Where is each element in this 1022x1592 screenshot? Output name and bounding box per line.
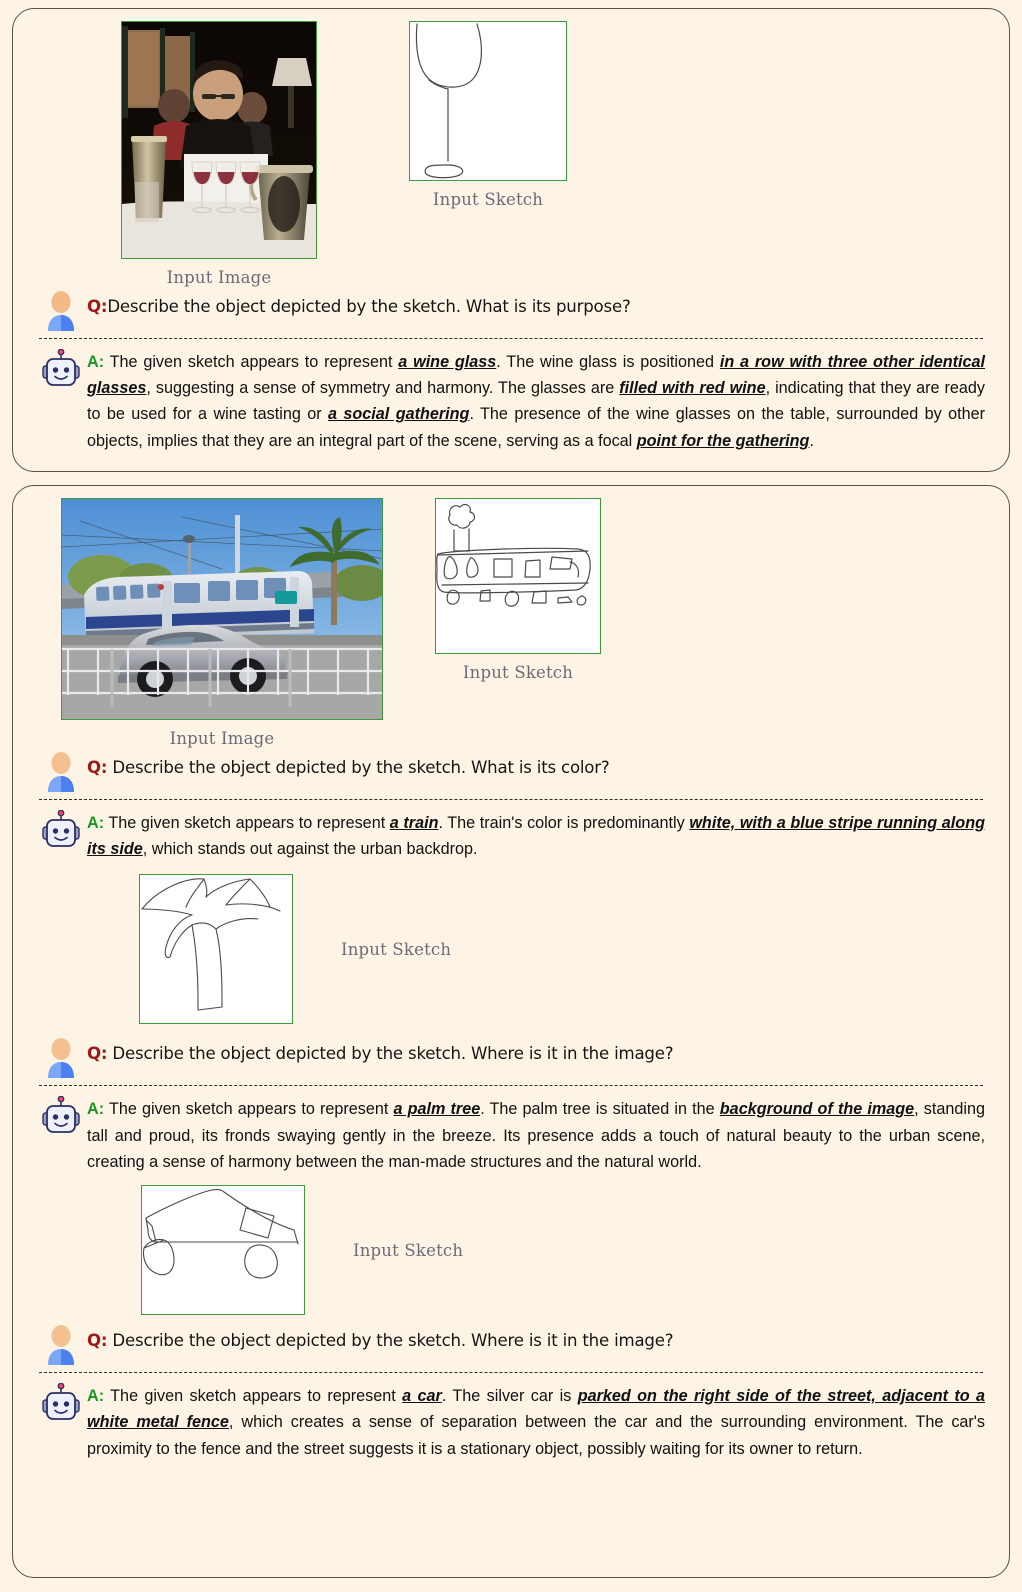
question-row-car bbox=[35, 1323, 987, 1365]
qa-block bbox=[35, 289, 987, 454]
user-avatar-icon bbox=[44, 1325, 78, 1365]
answer-text-train bbox=[87, 808, 987, 862]
user-avatar-icon bbox=[44, 752, 78, 792]
bot-avatar-wrap-palm bbox=[35, 1094, 87, 1136]
answer-text-palm bbox=[87, 1094, 987, 1175]
qa-block-train bbox=[35, 750, 987, 862]
wine-glass-sketch bbox=[410, 22, 567, 181]
a-marker: A: bbox=[87, 1100, 105, 1119]
train-sketch bbox=[436, 499, 601, 654]
user-avatar-icon bbox=[44, 1038, 78, 1078]
question-body: Describe the object depicted by the sketch. Where is it in the image? bbox=[112, 1331, 674, 1351]
input-sketch-frame bbox=[409, 21, 567, 181]
q-marker: Q: bbox=[87, 1044, 108, 1064]
media-row-train bbox=[35, 498, 987, 748]
input-sketch-caption-train: Input Sketch bbox=[462, 663, 574, 682]
question-text-train bbox=[87, 750, 987, 781]
input-image-frame-train bbox=[61, 498, 383, 720]
media-row-palm bbox=[35, 874, 987, 1024]
question-row-palm bbox=[35, 1036, 987, 1078]
input-image-caption: Input Image bbox=[166, 268, 272, 287]
input-sketch-frame-train bbox=[435, 498, 601, 654]
answer-row-palm bbox=[35, 1094, 987, 1175]
answer-body: The given sketch appears to represent a palm tree. The palm tree is situated in the background of the image, standing tall and proud, its fronds swaying gently in the breeze. Its presence adds a touch of natural beauty to the urban scene, creating a sense of harmony between the man-made structures and the natural world. bbox=[87, 1100, 985, 1171]
question-text-palm bbox=[87, 1036, 987, 1067]
answer-text bbox=[87, 347, 987, 454]
a-marker: A: bbox=[87, 353, 105, 371]
question-row bbox=[35, 289, 987, 331]
q-marker: Q: bbox=[87, 1331, 108, 1351]
q-marker: Q: bbox=[87, 758, 108, 777]
answer-row-car bbox=[35, 1381, 987, 1462]
question-text bbox=[87, 289, 987, 320]
user-avatar-wrap-train bbox=[35, 750, 87, 792]
user-avatar-icon bbox=[44, 291, 78, 331]
input-sketch-item bbox=[409, 21, 567, 209]
input-sketch-caption-car: Input Sketch bbox=[353, 1240, 464, 1260]
a-marker: A: bbox=[87, 814, 105, 832]
input-sketch-caption: Input Sketch bbox=[432, 190, 544, 209]
input-sketch-caption-palm: Input Sketch bbox=[341, 939, 452, 959]
answer-row-train bbox=[35, 808, 987, 862]
q-marker: Q: bbox=[87, 297, 108, 316]
qa-panel-wine-glass bbox=[12, 8, 1010, 472]
question-body: Describe the object depicted by the sketch. What is its purpose? bbox=[107, 297, 631, 316]
robot-avatar-icon bbox=[42, 810, 80, 850]
input-image-item-train bbox=[61, 498, 383, 748]
qa-panel-group bbox=[12, 485, 1010, 1578]
streetcar-and-car-photo bbox=[62, 499, 383, 720]
answer-body: The given sketch appears to represent a car. The silver car is parked on the right side of the street, adjacent to a white metal fence, which creates a sense of separation between the car and the surrounding environment. The car's proximity to the fence and the street suggests it is a stationary object, possibly waiting for its owner to return. bbox=[87, 1387, 985, 1458]
a-marker: A: bbox=[87, 1387, 105, 1406]
qa-block-car bbox=[35, 1323, 987, 1462]
qa-divider-train bbox=[39, 799, 983, 800]
palm-tree-sketch bbox=[140, 875, 293, 1024]
question-text-car bbox=[87, 1323, 987, 1354]
robot-avatar-icon bbox=[42, 349, 80, 389]
qa-divider-palm bbox=[39, 1085, 983, 1086]
input-sketch-item-train bbox=[435, 498, 601, 682]
robot-avatar-icon bbox=[42, 1383, 80, 1423]
user-avatar-wrap bbox=[35, 289, 87, 331]
car-sketch bbox=[142, 1186, 305, 1315]
input-image-item bbox=[121, 21, 317, 287]
user-avatar-wrap-car bbox=[35, 1323, 87, 1365]
user-avatar-wrap-palm bbox=[35, 1036, 87, 1078]
answer-body: The given sketch appears to represent a wine glass. The wine glass is positioned in a row with three other identical glasses, suggesting a sense of symmetry and harmony. The glasses are filled with red wine, indicating that they are ready to be used for a wine tasting or a social gathering. The presence of the wine glasses on the table, surrounded by other objects, implies that they are an integral part of the scene, serving as a focal point for the gathering. bbox=[87, 353, 985, 450]
qa-block-palm bbox=[35, 1036, 987, 1175]
question-row-train bbox=[35, 750, 987, 792]
bot-avatar-wrap-car bbox=[35, 1381, 87, 1423]
media-row bbox=[35, 21, 987, 287]
qa-divider-car bbox=[39, 1372, 983, 1373]
question-body: Describe the object depicted by the sketch. What is its color? bbox=[112, 758, 610, 777]
bot-avatar-wrap-train bbox=[35, 808, 87, 850]
bot-avatar-wrap bbox=[35, 347, 87, 389]
question-body: Describe the object depicted by the sketch. Where is it in the image? bbox=[112, 1044, 674, 1064]
answer-body: The given sketch appears to represent a train. The train's color is predominantly white, with a blue stripe running along its side, which stands out against the urban backdrop. bbox=[87, 814, 985, 859]
answer-row bbox=[35, 347, 987, 454]
input-image-frame bbox=[121, 21, 317, 259]
answer-text-car bbox=[87, 1381, 987, 1462]
input-image-caption-train: Input Image bbox=[169, 729, 275, 748]
input-sketch-frame-car bbox=[141, 1185, 305, 1315]
input-sketch-frame-palm bbox=[139, 874, 293, 1024]
media-row-car bbox=[35, 1185, 987, 1315]
qa-divider bbox=[39, 338, 983, 339]
robot-avatar-icon bbox=[42, 1096, 80, 1136]
wine-tasting-photo bbox=[122, 22, 317, 259]
